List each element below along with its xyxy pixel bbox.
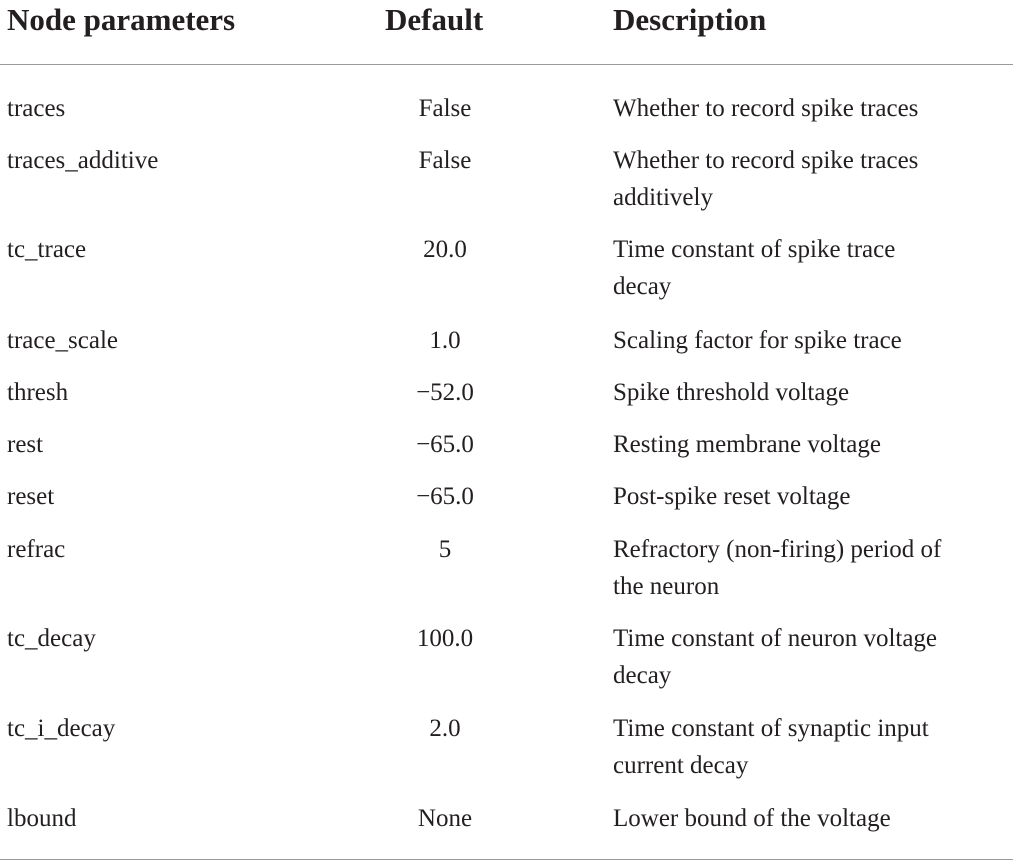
param-description	[613, 800, 1013, 837]
param-default: −52.0	[416, 379, 474, 406]
param-default: 100.0	[416, 625, 474, 652]
description-line: Whether to record spike traces	[613, 147, 919, 174]
description-line: the neuron	[613, 573, 720, 600]
description-line: Spike threshold voltage	[613, 379, 850, 406]
param-name: traces	[7, 95, 66, 122]
param-name: tc_i_decay	[7, 715, 116, 742]
param-description	[613, 90, 1013, 127]
param-name: rest	[7, 431, 44, 458]
header-description: Description	[613, 2, 767, 37]
param-default: −65.0	[416, 431, 474, 458]
description-line: Time constant of spike trace	[613, 236, 896, 263]
description-line: Scaling factor for spike trace	[613, 327, 902, 354]
param-name: reset	[7, 483, 55, 510]
param-default: −65.0	[416, 483, 474, 510]
param-name: tc_trace	[7, 236, 87, 263]
param-description	[613, 478, 1013, 515]
header-node-parameters: Node parameters	[7, 2, 236, 37]
param-description	[613, 620, 1013, 694]
table-header	[0, 0, 1017, 44]
param-default: 5	[438, 536, 452, 563]
param-default: None	[417, 805, 473, 832]
param-description	[613, 531, 1013, 605]
description-line: Time constant of neuron voltage	[613, 625, 938, 652]
description-line: Post-spike reset voltage	[613, 483, 851, 510]
param-description	[613, 374, 1013, 411]
param-description	[613, 231, 1013, 305]
param-default: 2.0	[429, 715, 461, 742]
description-line: Resting membrane voltage	[613, 431, 881, 458]
param-name: refrac	[7, 536, 66, 563]
description-line: additively	[613, 184, 713, 211]
param-name: thresh	[7, 379, 69, 406]
param-name: lbound	[7, 805, 77, 832]
param-default: False	[418, 147, 472, 174]
param-description	[613, 710, 1013, 784]
description-line: current decay	[613, 752, 749, 779]
param-name: traces_additive	[7, 147, 159, 174]
param-description	[613, 322, 1013, 359]
param-name: trace_scale	[7, 327, 119, 354]
param-default: 20.0	[423, 236, 467, 263]
param-description	[613, 426, 1013, 463]
header-default: Default	[385, 2, 484, 37]
footer-rule	[0, 859, 1013, 860]
description-line: Refractory (non-firing) period of	[613, 536, 942, 563]
param-default: 1.0	[429, 327, 461, 354]
description-line: Lower bound of the voltage	[613, 805, 891, 832]
description-line: decay	[613, 662, 672, 689]
description-line: decay	[613, 273, 672, 300]
param-name: tc_decay	[7, 625, 96, 652]
param-description	[613, 142, 1013, 216]
param-default: False	[418, 95, 472, 122]
description-line: Whether to record spike traces	[613, 95, 919, 122]
description-line: Time constant of synaptic input	[613, 715, 929, 742]
header-rule	[0, 64, 1013, 65]
